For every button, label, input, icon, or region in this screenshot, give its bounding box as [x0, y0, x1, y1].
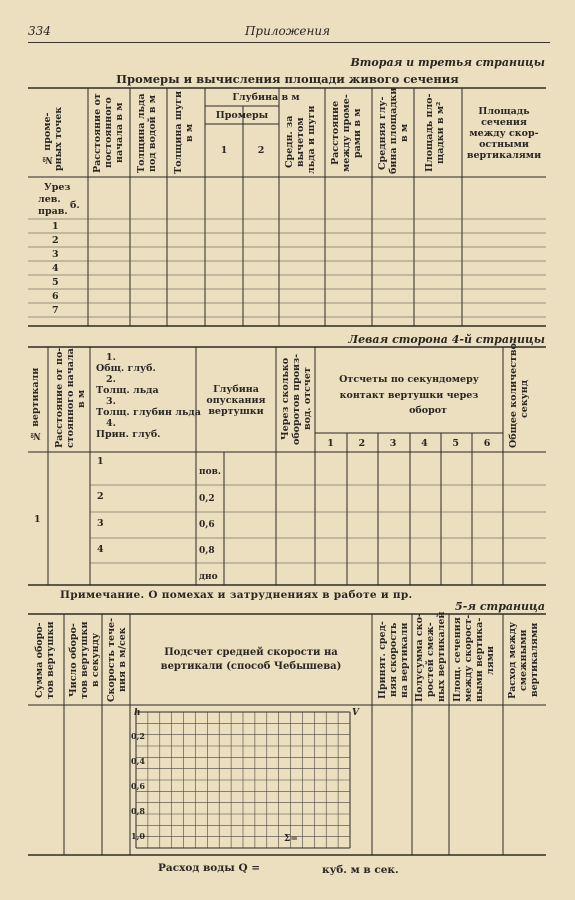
col-accepted-header: Принят. сред- няя скорость на вертикали	[377, 621, 410, 699]
measure-1-header: 1	[220, 145, 228, 156]
col-mean-header: Средн. за вычетом льда и шуги	[284, 105, 317, 174]
col-total-header: Общее количество секунд	[508, 343, 530, 448]
grid-tick: 0,4	[131, 755, 145, 766]
col-rev-per-sec-header: Число оборо- тов вертушки в секунду	[68, 621, 101, 699]
depth-row-number: 3	[97, 518, 104, 529]
measure-2-header: 2	[257, 145, 265, 156]
discharge-units: куб. м в сек.	[322, 864, 399, 876]
col-slush-header: Толщина шуги в м	[173, 90, 195, 174]
grid-v-label: V	[352, 708, 359, 718]
note-line: Толщ. глубин льда	[96, 407, 201, 418]
reading-number-header: 6	[483, 438, 491, 449]
point-number: 5	[52, 277, 59, 288]
edge-right: прав.	[38, 206, 68, 217]
col-vertical-no-header: № вертикали	[30, 367, 41, 441]
depth-row-number: 1	[97, 456, 104, 467]
reading-number-header: 3	[389, 438, 397, 449]
rev-word: оборот	[409, 405, 447, 416]
note-line: 1.	[106, 352, 116, 363]
note-line: 3.	[106, 396, 116, 407]
col-half-sum-header: Полусумма ско- ростей смеж- ных вертикалей	[414, 611, 447, 702]
contact-header: контакт вертушки через	[339, 390, 479, 401]
col-avg-depth-header: Средняя глу- бина площадки в м	[377, 87, 410, 174]
level-label: пов.	[199, 467, 221, 477]
point-number: 2	[52, 235, 59, 246]
level-label: 0,6	[199, 520, 215, 530]
edge-bank: б.	[70, 200, 80, 211]
level-label: 0,8	[199, 546, 215, 556]
grid-sigma: Σ=	[284, 834, 298, 844]
discharge-label: Расход воды Q =	[158, 862, 261, 874]
level-label: дно	[199, 572, 218, 582]
grid-tick: 0,6	[131, 780, 145, 791]
point-number: 7	[52, 305, 59, 316]
section3-label: 5-я страница	[455, 600, 545, 613]
grid-tick: 1,0	[131, 830, 145, 841]
depth-group-header: Глубина в м	[232, 92, 300, 103]
note-line: 4.	[106, 418, 116, 429]
chebyshev-grid	[136, 712, 350, 848]
col-velocity-header: Скорость тече- ния в м/сек	[106, 617, 128, 702]
vertical-number: 1	[34, 514, 41, 525]
col-area-between-header: Площ. сечения между скорост- ными вертика- лями	[452, 614, 496, 702]
reading-number-header: 1	[327, 438, 334, 449]
depth-row-number: 4	[97, 544, 104, 555]
col-immersion-header: Глубина опускания вертушки	[206, 384, 266, 417]
reading-number-header: 4	[421, 438, 428, 449]
notes-column-header	[96, 352, 201, 440]
grid-tick: 0,2	[131, 730, 145, 741]
point-number: 6	[52, 291, 59, 302]
grid-h-label: h	[134, 708, 141, 718]
note-line: Общ. глуб.	[96, 363, 156, 374]
depth-row-number: 2	[97, 491, 104, 502]
page-number: 334	[28, 24, 51, 38]
col-rev-sum-header: Сумма оборо- тов вертушки	[34, 621, 56, 699]
col-ice-header: Толщина льда под водой в м	[136, 93, 158, 173]
reading-number-header: 5	[452, 438, 459, 449]
section2-label: Левая сторона 4-й страницы	[348, 333, 545, 346]
col-revolutions-header: Через сколько оборотов произ- вод. отсчет	[280, 353, 313, 445]
point-number: 1	[52, 221, 59, 232]
col-between-header: Расстояние между проме- рами в м	[330, 94, 363, 172]
edge-left: лев.	[38, 194, 61, 205]
col-discharge-header: Расход между смежными вертикалями	[507, 621, 540, 699]
readings-header: Отсчеты по секундомеру	[339, 374, 479, 385]
edge-label: Урез	[44, 182, 71, 193]
running-title: Приложения	[244, 24, 331, 38]
calc-header: Подсчет средней скорости на вертикали (способ Чебышева)	[160, 647, 342, 672]
grid-tick: 0,8	[131, 805, 145, 816]
point-number: 4	[52, 263, 59, 274]
section1-title: Промеры и вычисления площади живого сечения	[116, 72, 459, 86]
section1-label: Вторая и третья страницы	[350, 56, 545, 69]
note-line: 2.	[106, 374, 116, 385]
level-label: 0,2	[199, 494, 215, 504]
col-area-header: Площадь пло- щадки в м²	[424, 93, 446, 173]
note-line: Прин. глуб.	[96, 429, 161, 440]
reading-number-header: 2	[358, 438, 366, 449]
note-text: Примечание. О помехах и затруднениях в работе и пр.	[60, 589, 413, 601]
col-distance-header: Расстояние от постоянного начала в м	[92, 93, 125, 173]
measurements-header: Промеры	[215, 110, 269, 121]
col-section-area-header: Площадь сечения между скор- остными вертикалями	[466, 106, 542, 161]
note-line: Толщ. льда	[96, 385, 159, 396]
col-distance2-header: Расстояние от по- стоянного начала в м	[54, 347, 87, 448]
point-number: 3	[52, 249, 59, 260]
col-points-header: № проме- рных точек	[42, 106, 64, 172]
